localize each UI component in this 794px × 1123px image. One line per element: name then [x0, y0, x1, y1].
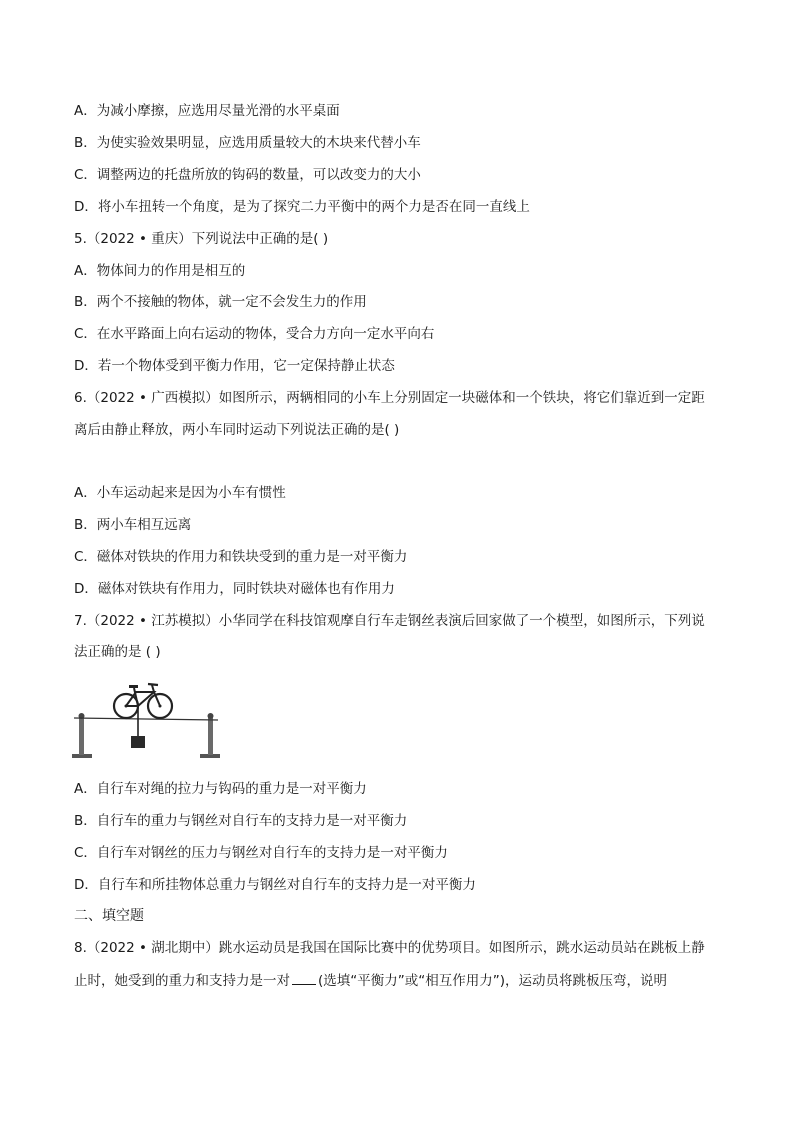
q8-line2-after: (选填“平衡力”或“相互作用力”)，运动员将跳板压弯，说明: [318, 973, 668, 989]
q7-option-d: D．自行车和所挂物体总重力与钢丝对自行车的支持力是一对平衡力: [74, 877, 476, 893]
q4-option-a: A．为减小摩擦，应选用尽量光滑的水平桌面: [74, 103, 340, 119]
q4-option-c: C．调整两边的托盘所放的钩码的数量，可以改变力的大小: [74, 167, 421, 183]
q6-option-b: B．两小车相互远离: [74, 517, 192, 533]
q6-option-c: C．磁体对铁块的作用力和铁块受到的重力是一对平衡力: [74, 549, 408, 565]
q4-option-b: B．为使实验效果明显，应选用质量较大的木块来代替小车: [74, 135, 421, 151]
q8-answer-blank[interactable]: [292, 970, 316, 985]
q7-option-a: A．自行车对绳的拉力与钩码的重力是一对平衡力: [74, 781, 367, 797]
hanging-weight: [131, 736, 145, 748]
bicycle-tightrope-figure: [70, 676, 220, 760]
q6-stem-line1: 6.（2022 • 广西模拟）如图所示，两辆相同的小车上分别固定一块磁体和一个铁块，将它们靠近到一定距: [74, 390, 705, 406]
steel-wire: [74, 718, 218, 720]
q4-option-d: D．将小车扭转一个角度，是为了探究二力平衡中的两个力是否在同一直线上: [74, 199, 530, 215]
q7-option-b: B．自行车的重力与钢丝对自行车的支持力是一对平衡力: [74, 813, 408, 829]
left-post: [79, 716, 84, 755]
q6-stem-line2: 离后由静止释放，两小车同时运动下列说法正确的是( ): [74, 422, 400, 438]
q6-option-a: A．小车运动起来是因为小车有惯性: [74, 485, 286, 501]
q7-option-c: C．自行车对钢丝的压力与钢丝对自行车的支持力是一对平衡力: [74, 845, 448, 861]
q8-line2-before: 止时，她受到的重力和支持力是一对: [74, 973, 290, 989]
q8-stem-line2: [74, 970, 724, 991]
saddle: [129, 685, 138, 688]
q7-stem-line2: 法正确的是 ( ): [74, 644, 161, 660]
q6-option-d: D．磁体对铁块有作用力，同时铁块对磁体也有作用力: [74, 581, 395, 597]
q5-option-c: C．在水平路面上向右运动的物体，受合力方向一定水平向右: [74, 326, 435, 342]
q5-option-a: A．物体间力的作用是相互的: [74, 263, 246, 279]
handlebar: [148, 684, 158, 685]
section-heading-fill-in: 二、填空题: [74, 908, 144, 924]
q5-option-d: D．若一个物体受到平衡力作用，它一定保持静止状态: [74, 358, 395, 374]
q7-stem-line1: 7.（2022 • 江苏模拟）小华同学在科技馆观摩自行车走钢丝表演后回家做了一个模型，如图所示，下列说: [74, 613, 705, 629]
q8-stem-line1: 8.（2022 • 湖北期中）跳水运动员是我国在国际比赛中的优势项目。如图所示，跳水运动员站在跳板上静: [74, 940, 705, 956]
q5-stem: 5.（2022 • 重庆）下列说法中正确的是( ): [74, 231, 329, 247]
right-post: [208, 716, 213, 755]
q5-option-b: B．两个不接触的物体，就一定不会发生力的作用: [74, 294, 367, 310]
